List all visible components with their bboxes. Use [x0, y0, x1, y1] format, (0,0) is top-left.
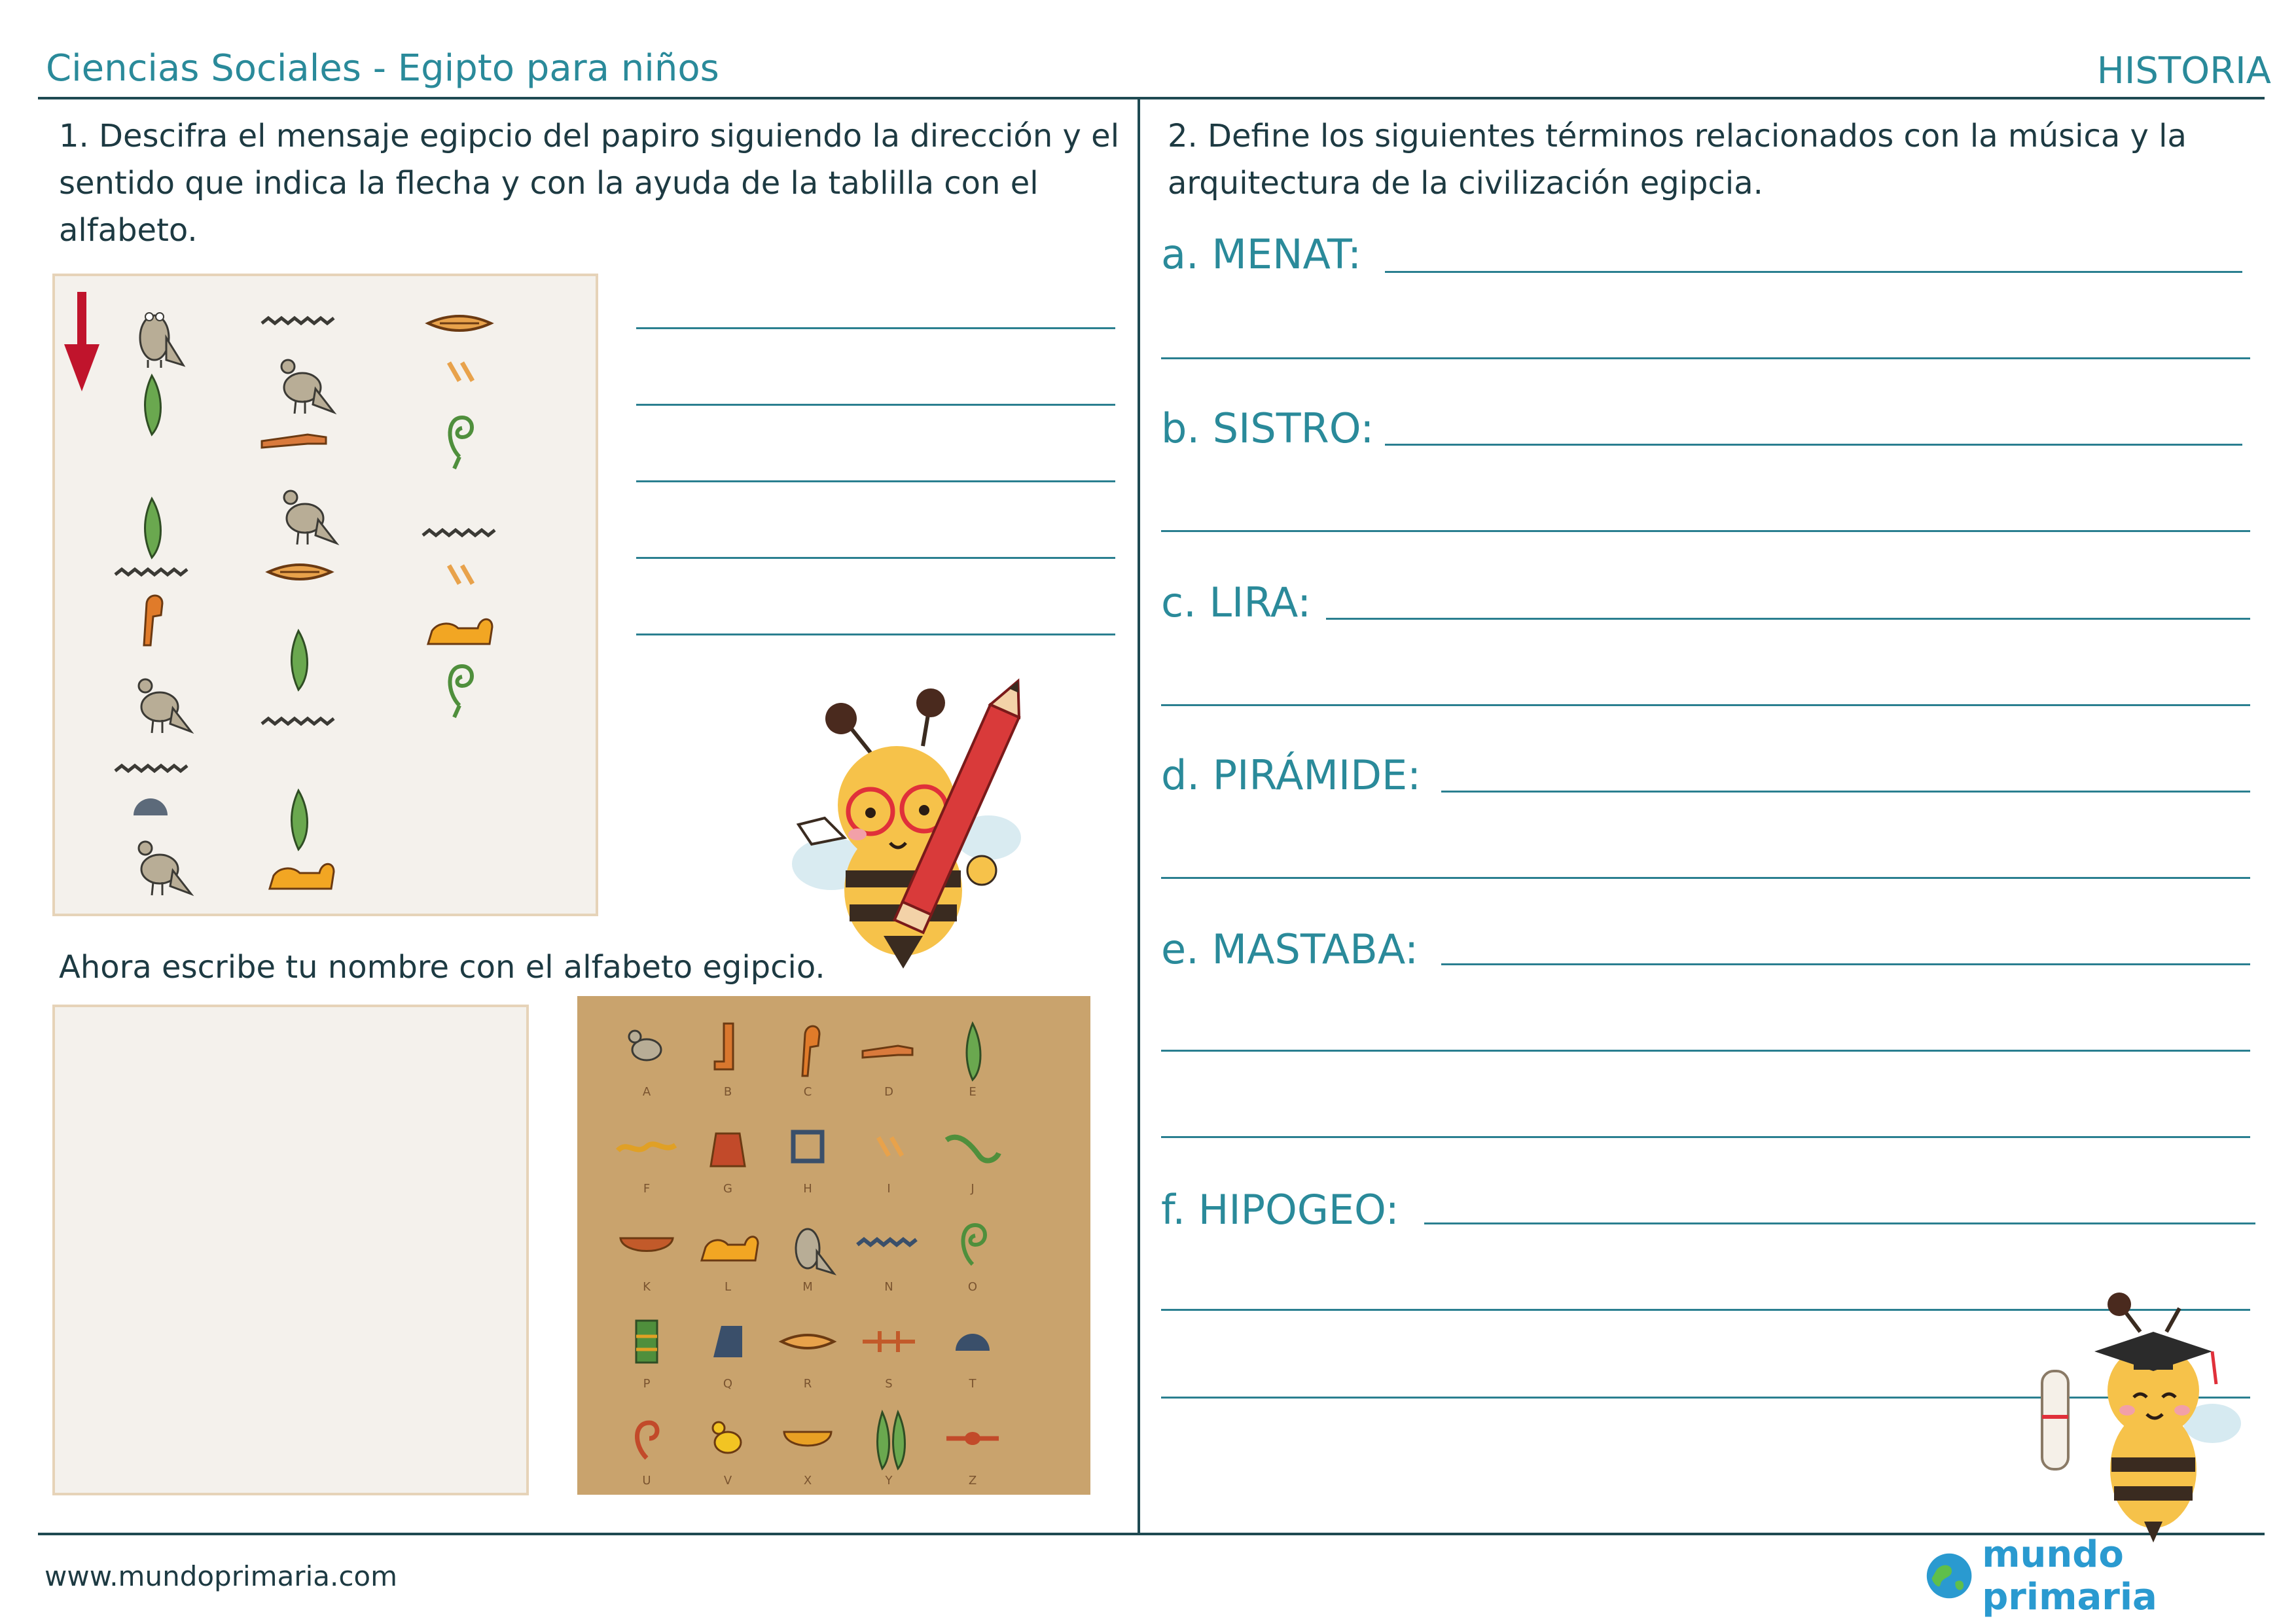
alphabet-letter-n: N — [884, 1280, 893, 1294]
column-divider — [1138, 98, 1140, 1534]
alphabet-glyph-l — [702, 1237, 758, 1260]
sistro-line-1[interactable] — [1385, 444, 2242, 446]
answer-line-1[interactable] — [636, 327, 1115, 329]
papyrus-panel — [52, 274, 598, 916]
alphabet-letter-u: U — [642, 1474, 651, 1488]
mastaba-line-3[interactable] — [1161, 1136, 2250, 1138]
alphabet-glyph-m — [796, 1229, 834, 1274]
alphabet-letter-p: P — [643, 1377, 651, 1391]
alphabet-letter-i: I — [887, 1182, 891, 1196]
alphabet-letter-b: B — [723, 1085, 732, 1099]
alphabet-letter-t: T — [969, 1377, 977, 1391]
alphabet-letter-z: Z — [968, 1474, 977, 1488]
alphabet-letter-o: O — [967, 1280, 978, 1294]
answer-line-3[interactable] — [636, 480, 1115, 482]
hieroglyph-message — [55, 276, 596, 914]
answer-line-5[interactable] — [636, 633, 1115, 635]
alphabet-letter-y: Y — [885, 1474, 893, 1488]
term-hipogeo: f. HIPOGEO: — [1161, 1186, 1399, 1234]
term-mastaba: e. MASTABA: — [1161, 925, 1419, 973]
alphabet-glyph-d — [863, 1046, 912, 1058]
page-title: Ciencias Sociales - Egipto para niños — [46, 47, 719, 90]
alphabet-glyphs — [577, 996, 1090, 1495]
alphabet-letter-l: L — [724, 1280, 732, 1294]
alphabet-letter-r: R — [803, 1377, 812, 1391]
name-prompt: Ahora escribe tu nombre con el alfabeto egipcio. — [59, 949, 825, 986]
alphabet-letter-j: J — [971, 1182, 975, 1196]
answer-line-4[interactable] — [636, 557, 1115, 559]
alphabet-letter-v: V — [723, 1474, 732, 1488]
exercise2-instruction: 2. Define los siguientes términos relacionados con la música y la arquitectura de la civilización egipcia. — [1168, 118, 2187, 202]
menat-line-1[interactable] — [1385, 271, 2242, 273]
alphabet-glyph-a — [629, 1031, 661, 1060]
alphabet-glyph-j — [946, 1137, 999, 1161]
brand-logo — [1924, 1533, 2296, 1618]
alphabet-letter-d: D — [884, 1085, 893, 1099]
alphabet-tablet — [577, 996, 1090, 1495]
alphabet-glyph-g — [711, 1133, 745, 1166]
alphabet-letter-e: E — [969, 1085, 977, 1099]
alphabet-glyph-k — [620, 1238, 673, 1251]
brand-name: mundo primaria — [1982, 1533, 2157, 1618]
alphabet-glyph-h — [793, 1132, 822, 1161]
alphabet-glyph-y — [878, 1412, 905, 1469]
mastaba-line-2[interactable] — [1161, 1050, 2250, 1052]
alphabet-glyph-u — [637, 1423, 657, 1458]
lira-line-2[interactable] — [1161, 704, 2250, 706]
alphabet-glyph-i — [878, 1137, 902, 1156]
alphabet-glyph-b — [715, 1024, 733, 1069]
lira-line-1[interactable] — [1326, 618, 2250, 620]
alphabet-letter-h: H — [803, 1182, 812, 1196]
term-piramide: d. PIRÁMIDE: — [1161, 751, 1422, 799]
alphabet-glyph-t — [956, 1334, 990, 1351]
answer-line-2[interactable] — [636, 404, 1115, 406]
footer-url[interactable]: www.mundoprimaria.com — [45, 1560, 398, 1592]
alphabet-glyph-s — [863, 1331, 915, 1352]
alphabet-letter-x: X — [803, 1474, 812, 1488]
alphabet-letter-a: A — [642, 1085, 651, 1099]
name-writing-box[interactable] — [52, 1005, 529, 1495]
alphabet-glyph-z — [946, 1432, 999, 1445]
alphabet-glyph-n — [857, 1240, 916, 1245]
header-rule — [38, 97, 2265, 99]
mastaba-line-1[interactable] — [1441, 963, 2250, 965]
alphabet-glyph-f — [618, 1144, 675, 1150]
alphabet-glyph-p — [636, 1321, 657, 1363]
term-menat: a. MENAT: — [1161, 230, 1362, 278]
alphabet-letter-g: G — [723, 1182, 732, 1196]
term-lira: c. LIRA: — [1161, 579, 1312, 626]
alphabet-glyph-r — [781, 1335, 834, 1348]
term-sistro: b. SISTRO: — [1161, 404, 1374, 452]
alphabet-letter-f: F — [643, 1182, 651, 1196]
alphabet-glyph-x — [784, 1432, 831, 1446]
alphabet-letter-m: M — [802, 1280, 813, 1294]
sistro-line-2[interactable] — [1161, 530, 2250, 532]
alphabet-glyph-q — [713, 1326, 742, 1357]
alphabet-letter-s: S — [885, 1377, 893, 1391]
bee-with-pencil — [772, 674, 1047, 975]
direction-arrow-icon — [64, 292, 99, 391]
exercise1-instruction: 1. Descifra el mensaje egipcio del papiro siguiendo la dirección y el sentido que indica la flecha y con la ayuda de la tablilla con el alfabeto. — [59, 118, 1120, 249]
footer-rule — [38, 1533, 2265, 1535]
alphabet-glyph-v — [713, 1422, 741, 1453]
alphabet-glyph-e — [967, 1024, 980, 1080]
piramide-line-1[interactable] — [1441, 791, 2250, 793]
alphabet-letter-c: C — [803, 1085, 812, 1099]
piramide-line-2[interactable] — [1161, 877, 2250, 879]
hipogeo-line-1[interactable] — [1424, 1222, 2255, 1224]
alphabet-glyph-c — [802, 1026, 819, 1076]
alphabet-glyph-o — [963, 1225, 985, 1264]
globe-logo-icon — [1924, 1550, 1974, 1602]
menat-line-2[interactable] — [1161, 357, 2250, 359]
subject-label: HISTORIA — [2096, 50, 2271, 92]
alphabet-letter-k: K — [643, 1280, 651, 1294]
graduate-bee — [2022, 1293, 2245, 1554]
alphabet-letter-q: Q — [723, 1377, 733, 1391]
